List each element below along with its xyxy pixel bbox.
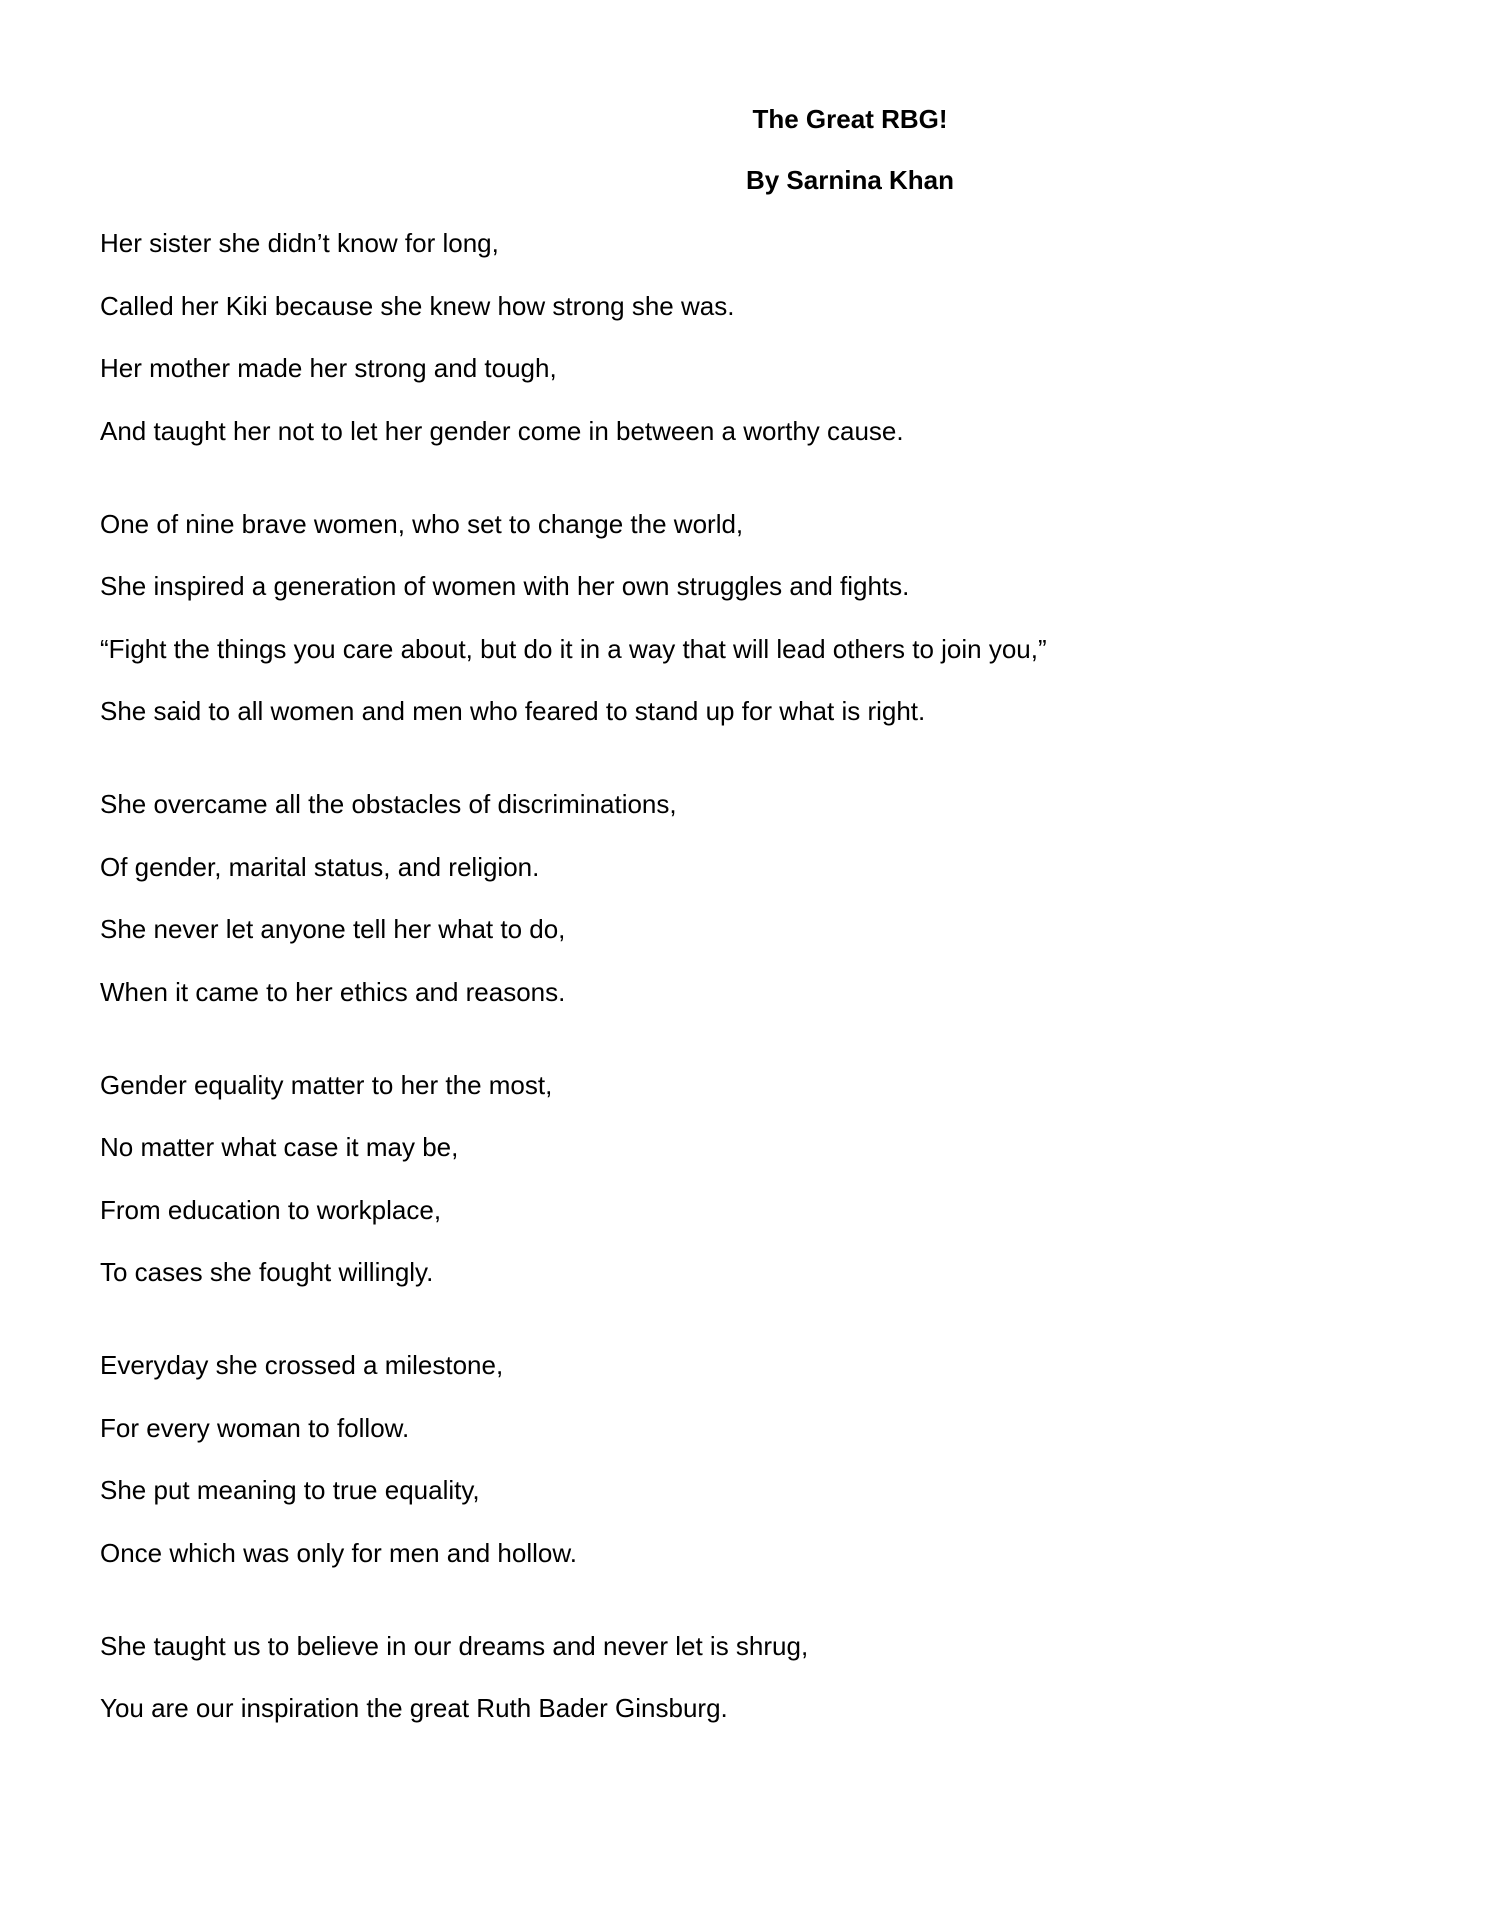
poem-line: She never let anyone tell her what to do,	[100, 914, 566, 944]
poem-line: “Fight the things you care about, but do it in a way that will lead others to join you,”	[100, 633, 1047, 664]
poem-line: One of nine brave women, who set to change the world,	[100, 508, 744, 539]
poem-line: Called her Kiki because she knew how strong she was.	[100, 290, 735, 321]
stanza-3	[100, 789, 1400, 1007]
poem-line: Everyday she crossed a milestone,	[100, 1350, 504, 1380]
stanza-6	[100, 1631, 1400, 1724]
poem-line: She taught us to believe in our dreams and never let is shrug,	[100, 1630, 809, 1661]
poem-line: For every woman to follow.	[100, 1412, 410, 1443]
poem-line: She overcame all the obstacles of discriminations,	[100, 789, 677, 819]
stanza-4	[100, 1070, 1400, 1288]
poem-line: And taught her not to let her gender come in between a worthy cause.	[100, 415, 904, 446]
poem-line: Her sister she didn’t know for long,	[100, 228, 499, 258]
poem-line: She said to all women and men who feared to stand up for what is right.	[100, 696, 926, 726]
stanza-1	[100, 228, 1400, 446]
poem-line: You are our inspiration the great Ruth Bader Ginsburg.	[100, 1693, 728, 1723]
poem-line: Once which was only for men and hollow.	[100, 1537, 577, 1568]
poem-title: The Great RBG!	[752, 104, 948, 134]
stanza-2	[100, 509, 1400, 727]
poem-author: By Sarnina Khan	[745, 165, 955, 195]
poem-line: To cases she fought willingly.	[100, 1257, 434, 1287]
poem-body	[100, 228, 1400, 1786]
poem-line: No matter what case it may be,	[100, 1132, 459, 1162]
poem-line: From education to workplace,	[100, 1194, 442, 1225]
poem-line: When it came to her ethics and reasons.	[100, 976, 566, 1007]
stanza-5	[100, 1350, 1400, 1568]
poem-line: Her mother made her strong and tough,	[100, 353, 557, 383]
poem-line: She inspired a generation of women with her own struggles and fights.	[100, 571, 910, 601]
poem-line: Of gender, marital status, and religion.	[100, 851, 540, 882]
poem-line: She put meaning to true equality,	[100, 1475, 480, 1505]
poem-line: Gender equality matter to her the most,	[100, 1069, 553, 1100]
